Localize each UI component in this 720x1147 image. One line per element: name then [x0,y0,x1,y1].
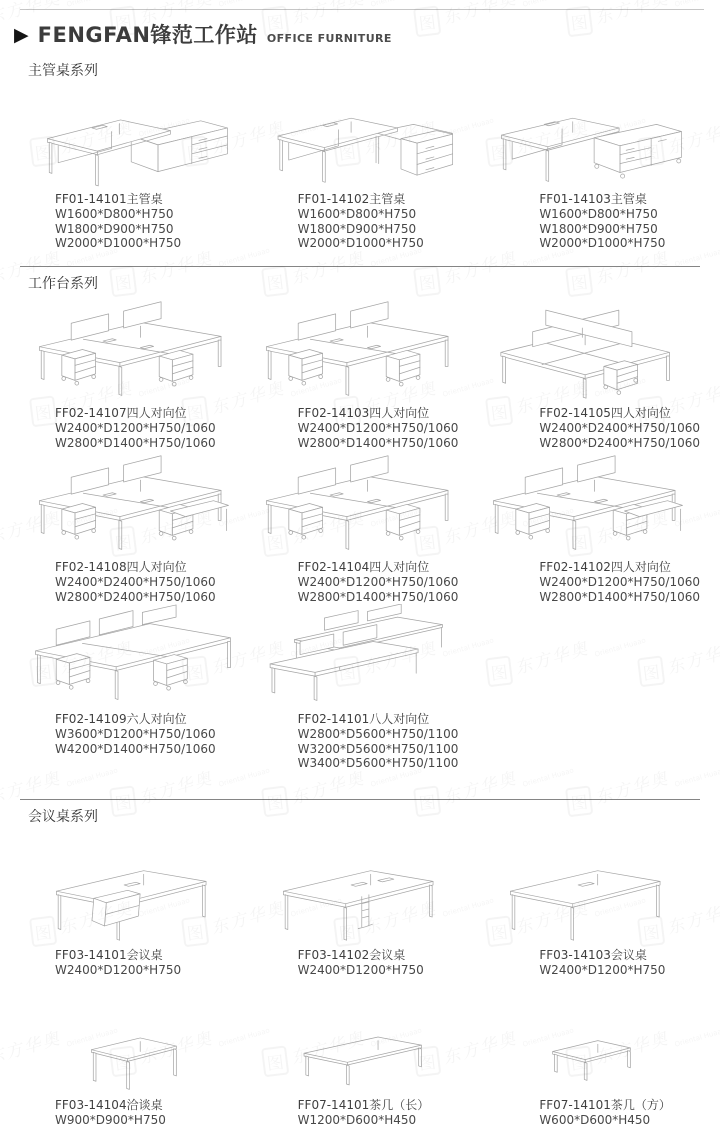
product-dimension: W2400*D1200*H750/1060 [539,575,701,589]
product-dimension: W2800*D2400*H750/1060 [539,435,701,450]
product-dimension: W2400*D1200*H750 [55,963,182,977]
product-dimension: W2800*D1400*H750/1060 [539,589,701,604]
product-card [20,604,247,771]
product-card [20,298,247,450]
product-code: FF03-14102会议桌 [297,948,406,962]
product-dimension: W2800*D1400*H750/1060 [297,589,459,604]
product-dimension: W2800*D5600*H750/1100 [297,727,459,741]
l-desk-with-credenza-drawing [35,95,231,193]
product-drawing [247,1028,474,1096]
product-drawing [473,852,700,946]
product-code: FF01-14101主管桌 [55,192,163,206]
product-drawing [247,95,474,190]
product-card [20,95,247,251]
product-dimension: W2000*D1000*H750 [539,236,666,250]
product-card [473,452,700,604]
product-drawing [20,1028,247,1096]
product-dimension: W2000*D1000*H750 [297,236,424,250]
product-card-empty [473,604,700,771]
product-dimension: W2800*D1400*H750/1060 [297,435,459,450]
product-code: FF01-14103主管桌 [539,192,647,206]
product-dimension: W900*D900*H750 [55,1113,166,1127]
workstation-4p-linear-drawing [257,452,463,555]
product-dimension: W2400*D2400*H750/1060 [539,421,701,435]
product-drawing [20,452,247,558]
product-dimension: W2000*D1000*H750 [55,236,182,250]
product-card [247,1028,474,1128]
product-dimension: W2400*D1200*H750/1060 [55,421,216,435]
product-code: FF02-14103四人对向位 [297,406,430,420]
section-title-workstations: 工作台系列 [28,276,98,292]
product-code: FF02-14104四人对向位 [297,560,430,574]
product-drawing [20,604,247,710]
product-drawing [247,298,474,404]
product-dimension: W2400*D1200*H750 [297,963,424,977]
product-dimension: W4200*D1400*H750/1060 [55,741,216,756]
page-header [14,22,392,49]
product-card [247,95,474,251]
product-row [20,452,700,604]
brand-arrow-icon: ▶ [14,24,29,46]
product-code: FF02-14109六人对向位 [55,712,187,726]
top-rule [20,9,704,10]
product-drawing [247,852,474,946]
conference-table-with-cabinet-drawing [35,852,231,950]
product-dimension: W1800*D900*H750 [539,221,658,236]
product-card [247,604,474,771]
product-code: FF07-14101茶几（方） [539,1098,671,1112]
product-dimension: W2400*D1200*H750/1060 [297,421,459,435]
product-card [247,852,474,978]
workstation-4p-linear-drawing [30,298,236,401]
workstation-4p-linear-drawing [257,298,463,401]
product-card [473,298,700,450]
product-dimension: W2400*D1200*H750/1060 [297,575,459,589]
product-dimension: W3600*D1200*H750/1060 [55,727,216,741]
product-dimension: W2800*D2400*H750/1060 [55,589,216,604]
product-card [473,1028,700,1128]
conference-table-with-tray-drawing [262,852,458,950]
workstation-4p-corner-drawing [30,452,236,555]
workstation-8p-drawing [257,604,463,707]
product-code: FF03-14101会议桌 [55,948,163,962]
conference-table-drawing [489,852,685,950]
tea-table-long-drawing [260,1028,460,1093]
product-dimension: W600*D600*H450 [539,1113,651,1127]
section-divider [20,266,700,267]
product-row [20,1028,700,1128]
product-card [20,452,247,604]
product-code: FF03-14103会议桌 [539,948,647,962]
product-dimension: W1600*D800*H750 [539,207,658,221]
product-dimension: W3200*D5600*H750/1100 [297,741,459,756]
product-drawing [247,604,474,710]
workstation-4p-cross-drawing [484,298,690,401]
product-dimension: W1600*D800*H750 [297,207,417,221]
product-code: FF02-14107四人对向位 [55,406,187,420]
product-dimension: W3400*D5600*H750/1100 [297,756,459,770]
workstation-6p-drawing [30,604,236,707]
product-dimension: W1200*D600*H450 [297,1113,417,1127]
product-row [20,298,700,450]
product-card [20,852,247,978]
product-card [247,452,474,604]
product-code: FF07-14101茶几（长） [297,1098,430,1112]
product-code: FF01-14102主管桌 [297,192,406,206]
negotiation-table-drawing [33,1028,233,1093]
workstation-4p-corner-drawing [484,452,690,555]
product-dimension: W2400*D1200*H750 [539,963,666,977]
product-row [20,95,700,251]
product-drawing [20,852,247,946]
product-dimension: W2400*D2400*H750/1060 [55,575,216,589]
product-card [473,852,700,978]
product-drawing [247,452,474,558]
product-row [20,604,700,771]
section-title-executive-desks: 主管桌系列 [28,63,98,79]
product-code: FF02-14102四人对向位 [539,560,671,574]
l-desk-with-pedestal-drawing [262,95,458,193]
section-divider [20,799,700,800]
section-title-conference-tables: 会议桌系列 [28,809,98,825]
desk-with-mobile-credenza-drawing [489,95,685,193]
product-drawing [20,298,247,404]
product-row [20,852,700,978]
page-subtitle: OFFICE FURNITURE [266,32,392,45]
product-drawing [473,1028,700,1096]
product-drawing [20,95,247,190]
product-code: FF02-14101八人对向位 [297,712,430,726]
product-code: FF02-14108四人对向位 [55,560,187,574]
product-code: FF03-14104洽谈桌 [55,1098,163,1112]
product-dimension: W1600*D800*H750 [55,207,174,221]
tea-table-square-drawing [487,1028,687,1093]
product-drawing [473,95,700,190]
product-drawing [473,452,700,558]
product-dimension: W2800*D1400*H750/1060 [55,435,216,450]
product-drawing [473,298,700,404]
product-dimension: W1800*D900*H750 [297,221,417,236]
product-code: FF02-14105四人对向位 [539,406,671,420]
product-card [247,298,474,450]
product-dimension: W1800*D900*H750 [55,221,174,236]
page-title: FENGFAN锋范工作站 [37,23,258,47]
product-card [20,1028,247,1128]
product-card [473,95,700,251]
